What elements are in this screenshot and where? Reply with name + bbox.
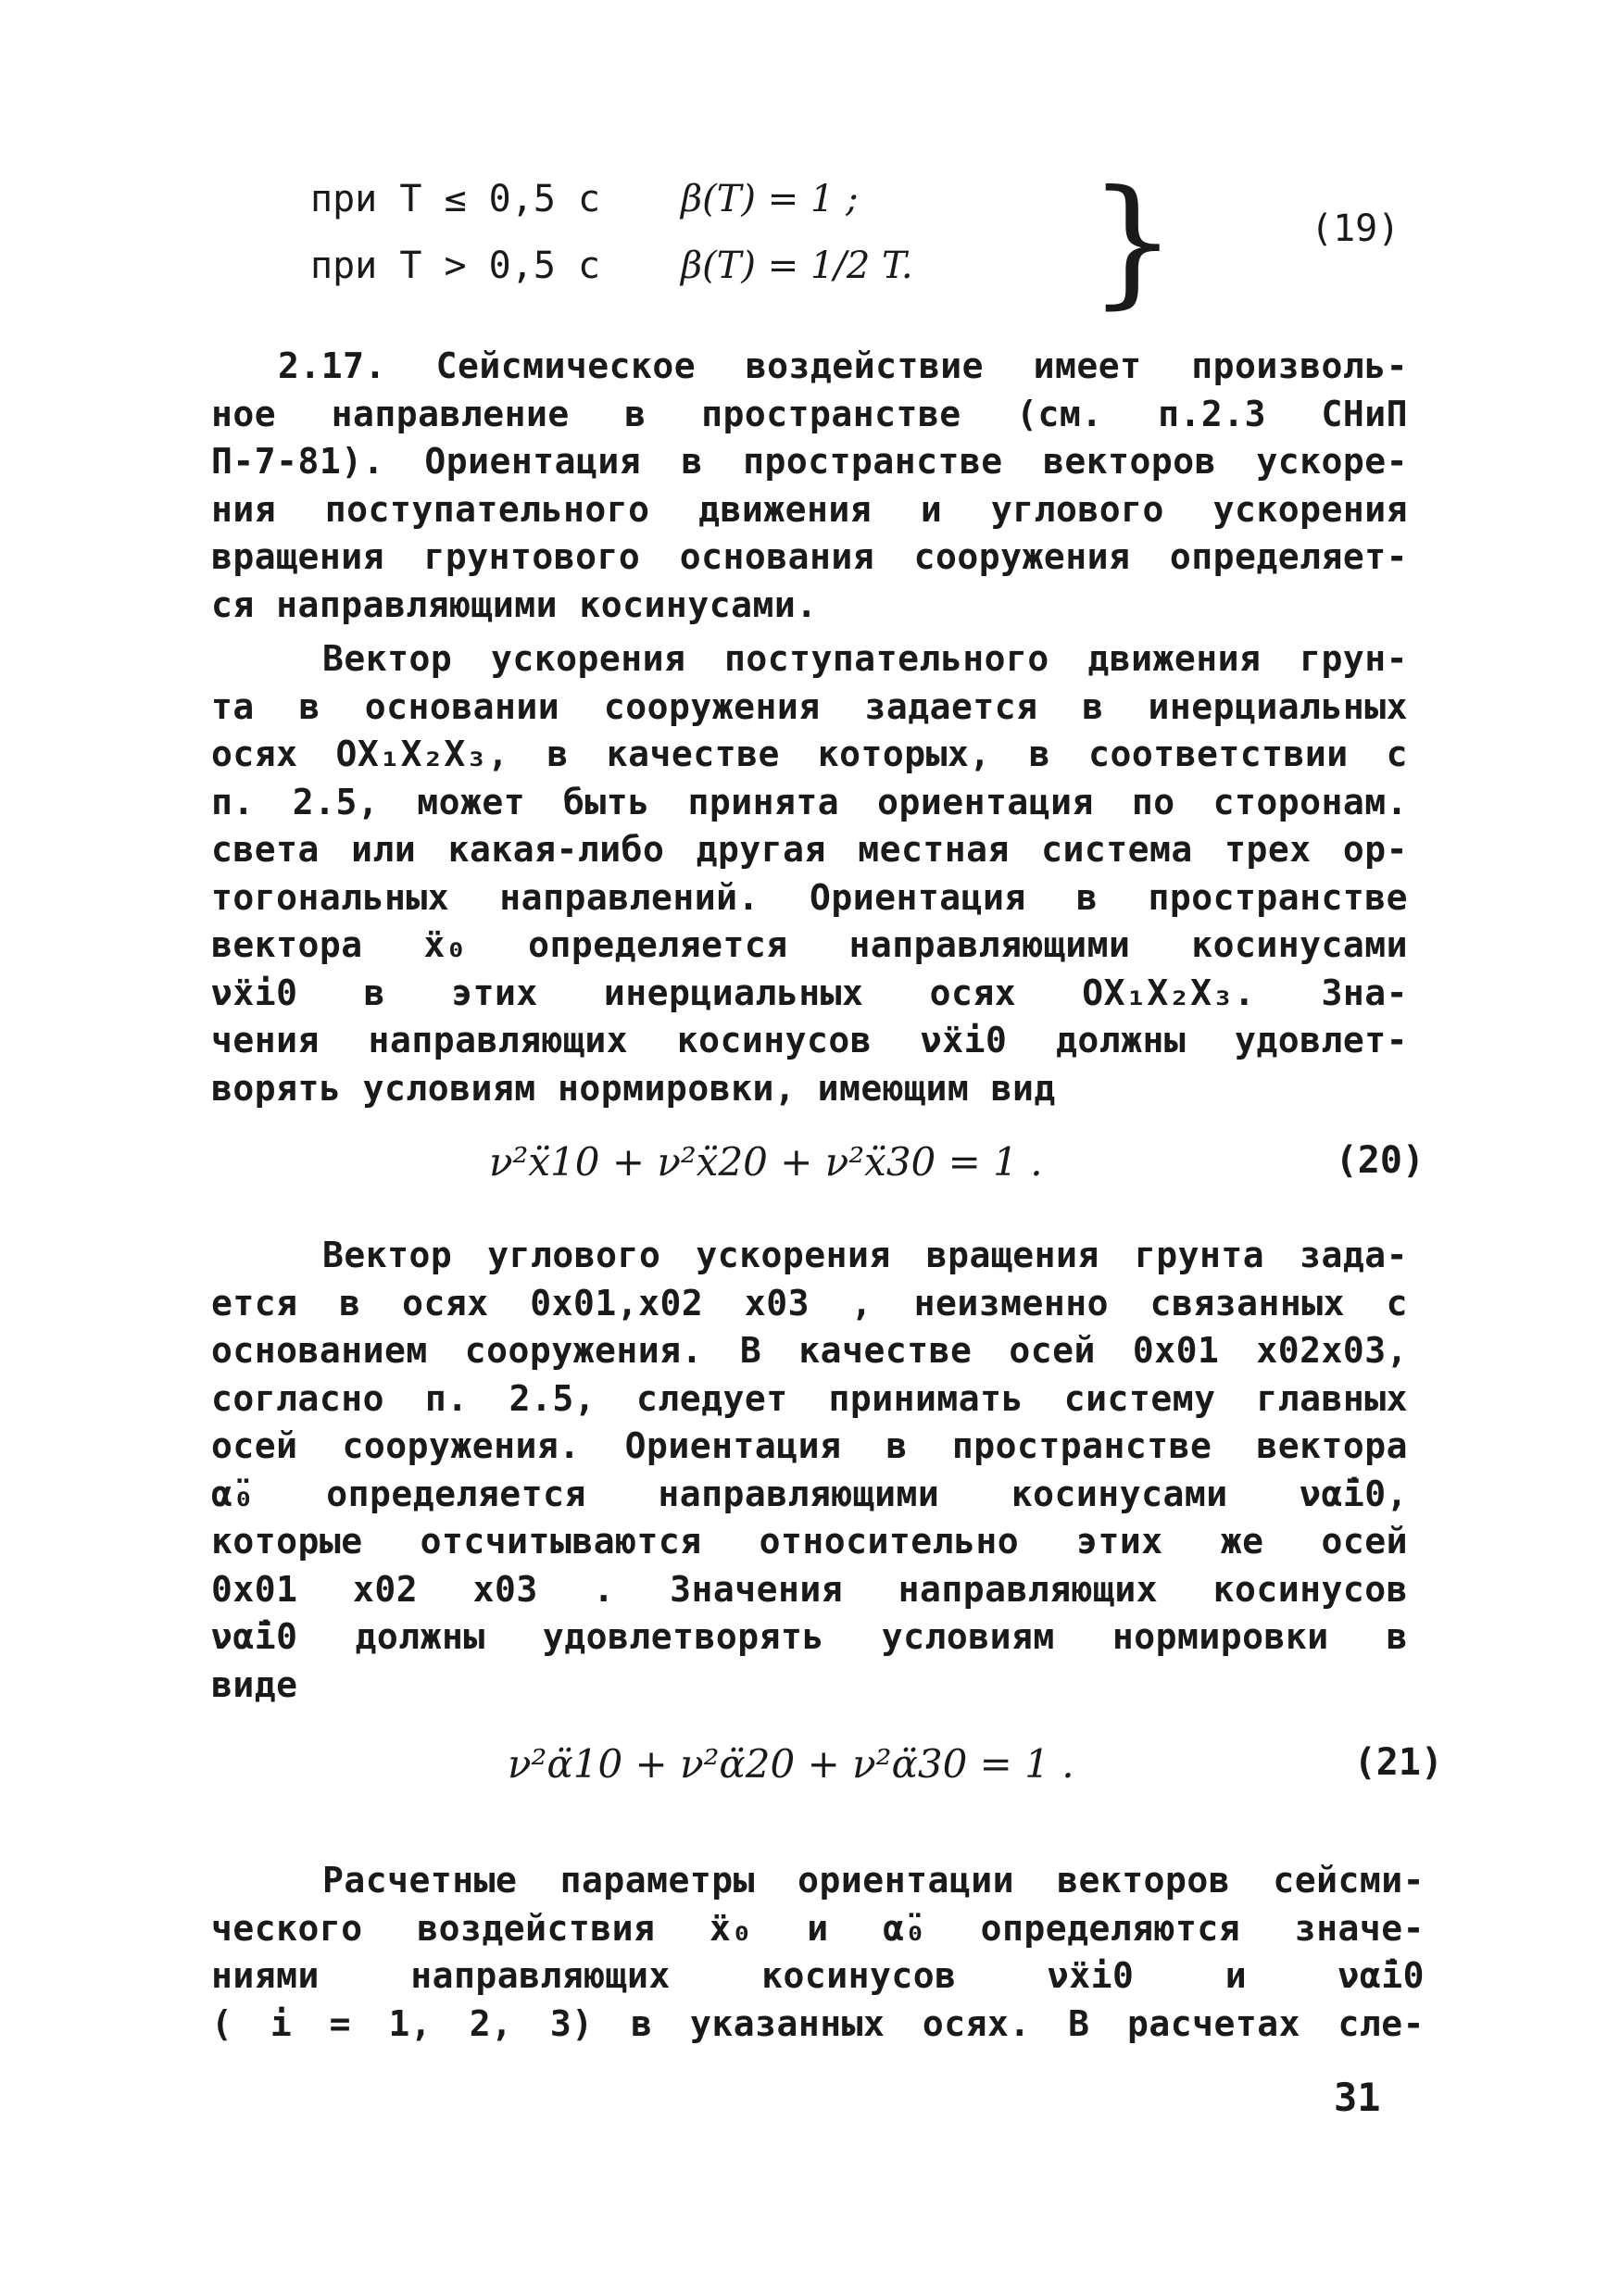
paragraph-line: ния поступательного движения и углового ускорения: [211, 488, 1408, 530]
paragraph-design-parameters: [211, 1857, 1425, 2048]
paragraph-line: которые отсчитываются относительно этих же осей: [211, 1521, 1408, 1562]
formula-19-number: (19): [1311, 207, 1400, 250]
paragraph-line: 0x01 x02 x03 . Значения направляющих косинусов: [211, 1568, 1408, 1610]
paragraph-line: П-7-81). Ориентация в пространстве векторов ускоре-: [211, 441, 1408, 482]
formula-19-brace: }: [1088, 161, 1177, 322]
paragraph-line: света или какая-либо другая местная система трех ор-: [211, 829, 1408, 870]
paragraph-line: ниями направляющих косинусов νẍi0 и να̈i0: [211, 1955, 1425, 1996]
paragraph-line: п. 2.5, может быть принята ориентация по сторонам.: [211, 781, 1408, 822]
paragraph-line: ется в осях 0x01,x02 x03 , неизменно связанных с: [211, 1282, 1408, 1324]
paragraph-line: вектора ẍ₀ определяется направляющими косинусами: [211, 924, 1408, 965]
paragraph-line: согласно п. 2.5, следует принимать систему главных: [211, 1377, 1408, 1419]
paragraph-line: Вектор углового ускорения вращения грунта зада-: [322, 1235, 1408, 1275]
formula-19: [310, 161, 1450, 333]
paragraph-line: основанием сооружения. В качестве осей 0x01 x02x03,: [211, 1330, 1408, 1371]
paragraph-line: Расчетные параметры ориентации векторов сейсми-: [322, 1860, 1425, 1901]
paragraph-line: виде: [211, 1663, 298, 1705]
paragraph-line: ся направляющими косинусами.: [211, 583, 818, 625]
paragraph-line: Вектор ускорения поступательного движения грун-: [322, 638, 1408, 679]
formula-19-expression-2: β(T) = 1/2 T.: [681, 245, 913, 287]
paragraph-line: та в основании сооружения задается в инерциальных: [211, 685, 1408, 727]
paragraph-line: ворять условиям нормировки, имеющим вид: [211, 1067, 1056, 1109]
paragraph-line: ( i = 1, 2, 3) в указанных осях. В расчетах сле-: [211, 2002, 1425, 2044]
paragraph-line: осей сооружения. Ориентация в пространстве вектора: [211, 1425, 1408, 1466]
paragraph-line: α̈₀ определяется направляющими косинусами να̈i0,: [211, 1473, 1408, 1514]
paragraph-line: νẍi0 в этих инерциальных осях OX₁X₂X₃. Зна-: [211, 972, 1408, 1013]
paragraph-line: вращения грунтового основания сооружения определяет-: [211, 536, 1408, 577]
formula-21-expression: ν²α̈10 + ν²α̈20 + ν²α̈30 = 1 .: [508, 1741, 1074, 1787]
formula-20-expression: ν²ẍ10 + ν²ẍ20 + ν²ẍ30 = 1 .: [489, 1139, 1043, 1185]
paragraph-line: тогональных направлений. Ориентация в пространстве: [211, 876, 1408, 918]
paragraph-line: ное направление в пространстве (см. п.2.3 СНиП: [211, 393, 1408, 434]
paragraph-angular: [211, 1232, 1408, 1709]
formula-19-expression-1: β(T) = 1 ;: [681, 178, 859, 220]
paragraph-translational: [211, 635, 1408, 1112]
paragraph-line: ческого воздействия ẍ₀ и α̈₀ определяются значе-: [211, 1907, 1425, 1949]
formula-20-number: (20): [1335, 1139, 1425, 1182]
formula-20: [211, 1111, 1425, 1223]
formula-21: [211, 1713, 1443, 1825]
paragraph-line: чения направляющих косинусов νẍi0 должны удовлет-: [211, 1020, 1408, 1060]
paragraph-line: осях OX₁X₂X₃, в качестве которых, в соответствии с: [211, 734, 1408, 774]
formula-19-condition-2: при T > 0,5 c: [310, 245, 601, 287]
formula-19-condition-1: при T ≤ 0,5 c: [310, 178, 601, 220]
paragraph-2-17: [211, 343, 1408, 629]
formula-21-number: (21): [1353, 1741, 1443, 1784]
paragraph-line: να̈i0 должны удовлетворять условиям нормировки в: [211, 1616, 1408, 1657]
paragraph-line: 2.17. Сейсмическое воздействие имеет произволь-: [278, 345, 1408, 386]
page-number: 31: [1334, 2075, 1381, 2120]
